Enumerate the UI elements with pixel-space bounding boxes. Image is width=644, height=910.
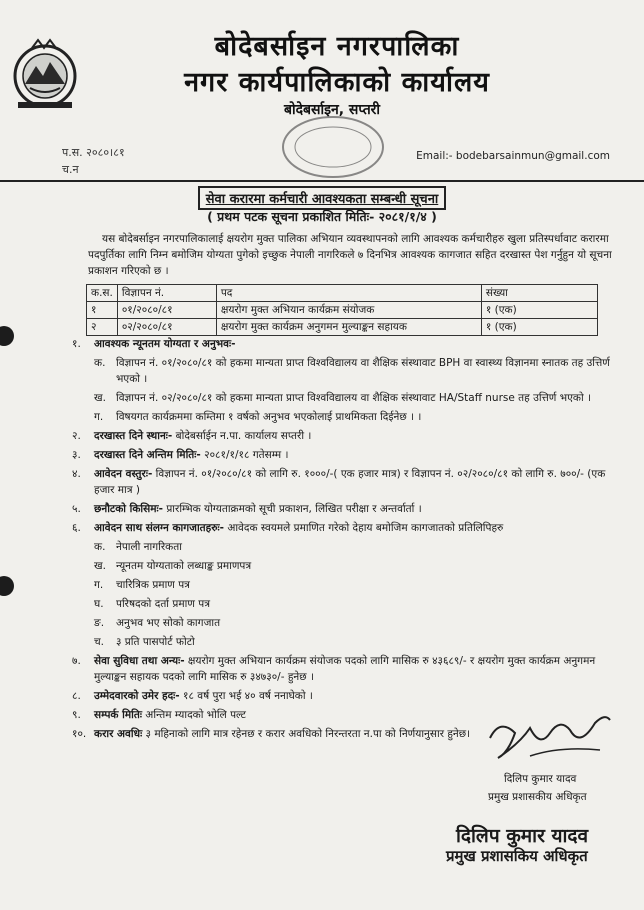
table-header-row <box>87 285 598 302</box>
item-label: आवेदन साथ संलग्न कागजातहरुः- <box>94 522 224 534</box>
vacancy-table <box>86 284 598 336</box>
subitem-text: विज्ञापन नं. ०१/२०८०/८१ को हकमा मान्यता प्राप्त विश्वविद्यालय वा शैक्षिक संस्थावाट BPH वा स्वास्थ्य विज्ञानमा स्नातक तह उत्तिर्ण भएको । <box>116 357 610 385</box>
office-title: बोदेबर्साइन नगरपालिका <box>214 31 460 62</box>
subitem-key: ग. <box>94 411 104 423</box>
notice-items <box>72 336 622 745</box>
list-subitem <box>94 634 622 650</box>
subitem-key: घ. <box>94 598 104 610</box>
office-address: बोदेबर्साइन, सप्तरी <box>283 102 381 118</box>
list-item <box>72 501 622 517</box>
subitem-text: न्यूनतम योग्यताको लब्धाङ्क प्रमाणपत्र <box>116 560 252 572</box>
subitem-text: अनुभव भए सोको कागजात <box>116 617 221 629</box>
item-text: प्रारम्भिक योग्यताक्रमको सूची प्रकाशन, लिखित परीक्षा र अन्तर्वार्ता । <box>163 503 422 515</box>
signatory-name: दिलिप कुमार यादव <box>504 773 577 785</box>
list-item <box>72 653 622 685</box>
item-text: क्षयरोग मुक्त अभियान कार्यक्रम संयोजक पदको लागि मासिक रु ४३६८९/- र क्षयरोग मुक्त कार्यक्रम अनुगमन मुल्याङ्कन सहायक पदको लागि मासिक रु ३४७३०/- हुनेछ । <box>94 655 596 683</box>
subitem-text: विज्ञापन नं. ०२/२०८०/८१ को हकमा मान्यता प्राप्त विश्वविद्यालय वा शैक्षिक संस्थावाट HA/Staff nurse तह उत्तिर्ण भएको । <box>116 392 592 404</box>
notice-title: सेवा करारमा कर्मचारी आवश्यकता सम्बन्धी सूचना <box>198 186 447 210</box>
notice-title-box <box>0 186 644 210</box>
subitem-key: क. <box>94 357 106 369</box>
item-number: ८. <box>72 690 81 702</box>
signatory-name-stamp: दिलिप कुमार यादव <box>456 825 589 847</box>
subitem-text: विषयगत कार्यक्रममा कम्तिमा १ वर्षको अनुभव भएकोलाई प्राथमिकता दिईनेछ । । <box>116 411 422 423</box>
table-cell: ०२/२०८०/८१ <box>117 319 216 336</box>
column-header: विज्ञापन नं. <box>117 285 216 302</box>
signature-icon <box>470 698 620 768</box>
signatory-designation-stamp: प्रमुख प्रशासकिय अधिकृत <box>446 847 588 865</box>
item-number: १. <box>72 338 81 350</box>
list-item <box>72 520 622 536</box>
column-header: संख्या <box>481 285 597 302</box>
subitem-key: ङ. <box>94 617 105 629</box>
subitem-text: परिषदको दर्ता प्रमाण पत्र <box>116 598 211 610</box>
item-number: ५. <box>72 503 81 515</box>
list-subitem <box>94 355 622 387</box>
item-label: दरखास्त दिने अन्तिम मितिः- <box>94 449 201 461</box>
item-text: आवेदक स्वयमले प्रमाणित गरेको देहाय बमोजिम कागजातको प्रतिलिपिहरु <box>223 522 504 534</box>
office-subtitle: नगर कार्यपालिकाको कार्यालय <box>184 67 490 98</box>
table-cell: ०१/२०८०/८१ <box>117 302 216 319</box>
list-subitem <box>94 539 622 555</box>
subitem-key: ग. <box>94 579 104 591</box>
list-subitem <box>94 615 622 631</box>
office-stamp-icon <box>278 112 388 182</box>
list-item <box>72 466 622 498</box>
table-cell: १ (एक) <box>481 302 597 319</box>
office-email: Email:- bodebarsainmun@gmail.com <box>416 150 610 162</box>
subitem-text: नेपाली नागरिकता <box>116 541 182 553</box>
table-cell: २ <box>87 319 118 336</box>
list-subitem <box>94 409 622 425</box>
list-subitem <box>94 596 622 612</box>
table-row <box>87 319 598 336</box>
item-text: विज्ञापन नं. ०१/२०८०/८१ को लागि रु. १०००/-( एक हजार मात्र) र विज्ञापन नं. ०२/२०८०/८१ को लागि रु. ७००/- (एक हजार मात्र ) <box>94 468 606 496</box>
list-item <box>72 336 622 352</box>
list-item <box>72 428 622 444</box>
list-subitem <box>94 390 622 406</box>
item-label: सेवा सुविधा तथा अन्यः- <box>94 655 185 667</box>
item-number: ७. <box>72 655 81 667</box>
item-text: बोदेबर्साईन न.पा. कार्यालय सप्तरी । <box>172 430 312 442</box>
signatory-designation: प्रमुख प्रशासकीय अधिकृत <box>488 791 587 803</box>
notice-publish-date: ( प्रथम पटक सूचना प्रकाशित मितिः- २०८१/१/४ ) <box>207 209 437 224</box>
table-cell: १ <box>87 302 118 319</box>
item-label: दरखास्त दिने स्थानः- <box>94 430 173 442</box>
table-row <box>87 302 598 319</box>
subitem-text: ३ प्रति पासपोर्ट फोटो <box>116 636 195 648</box>
item-text: अन्तिम म्यादको भोलि पल्ट <box>141 709 246 721</box>
subitem-key: ख. <box>94 392 106 404</box>
subitem-key: च. <box>94 636 105 648</box>
subitem-key: ख. <box>94 560 106 572</box>
item-text: १८ वर्ष पुरा भई ४० वर्ष ननाघेको । <box>179 690 313 702</box>
list-subitem <box>94 577 622 593</box>
table-cell: क्षयरोग मुक्त अभियान कार्यक्रम संयोजक <box>216 302 481 319</box>
list-item <box>72 447 622 463</box>
subitem-key: क. <box>94 541 106 553</box>
notice-intro: यस बोदेबर्साइन नगरपालिकालाई क्षयरोग मुक्त पालिका अभियान व्यवस्थापनको लागि आवश्यक कर्मचारीहरु खुला प्रतिस्पर्धावाट करारमा पदपुर्तिका लागि निम्न बमोजिम योग्यता पुगेको इच्छुक नेपाली नागरिकले ७ दिनभित्र आवश्यक कागजात सहित दरखास्त पेश गर्नुहुन यो सूचना प्रकाशन गरिएको छ । <box>88 233 612 277</box>
item-label: करार अवधिः <box>94 728 143 740</box>
list-subitem <box>94 558 622 574</box>
table-cell: क्षयरोग मुक्त कार्यक्रम अनुगमन मुल्याङ्कन सहायक <box>216 319 481 336</box>
punch-hole <box>0 326 14 346</box>
subitem-text: चारित्रिक प्रमाण पत्र <box>116 579 190 591</box>
item-number: ३. <box>72 449 81 461</box>
item-text: २०८१/१/१८ गतेसम्म । <box>200 449 289 461</box>
item-label: सम्पर्क मितिः <box>94 709 142 721</box>
item-label: उम्मेदवारको उमेर हदः- <box>94 690 180 702</box>
column-header: पद <box>216 285 481 302</box>
item-number: ९. <box>72 709 81 721</box>
item-text: ३ महिनाको लागि मात्र रहेनछ र करार अवधिको निरन्तरता न.पा को निर्णयानुसार हुनेछ। <box>142 728 471 740</box>
dispatch-number: च.न <box>62 163 79 176</box>
item-label: आवेदन वस्तुरः- <box>94 468 153 480</box>
item-label: छनौटको किसिमः- <box>94 503 163 515</box>
item-number: १०. <box>72 728 87 740</box>
item-number: ६. <box>72 522 81 534</box>
reference-number: प.स. २०८०।८१ <box>62 146 125 159</box>
punch-hole <box>0 576 14 596</box>
item-number: २. <box>72 430 81 442</box>
header-divider <box>0 180 644 182</box>
column-header: क.स. <box>87 285 118 302</box>
item-number: ४. <box>72 468 81 480</box>
item-label: आवश्यक न्यूनतम योग्यता र अनुभवः- <box>94 338 236 350</box>
table-cell: १ (एक) <box>481 319 597 336</box>
